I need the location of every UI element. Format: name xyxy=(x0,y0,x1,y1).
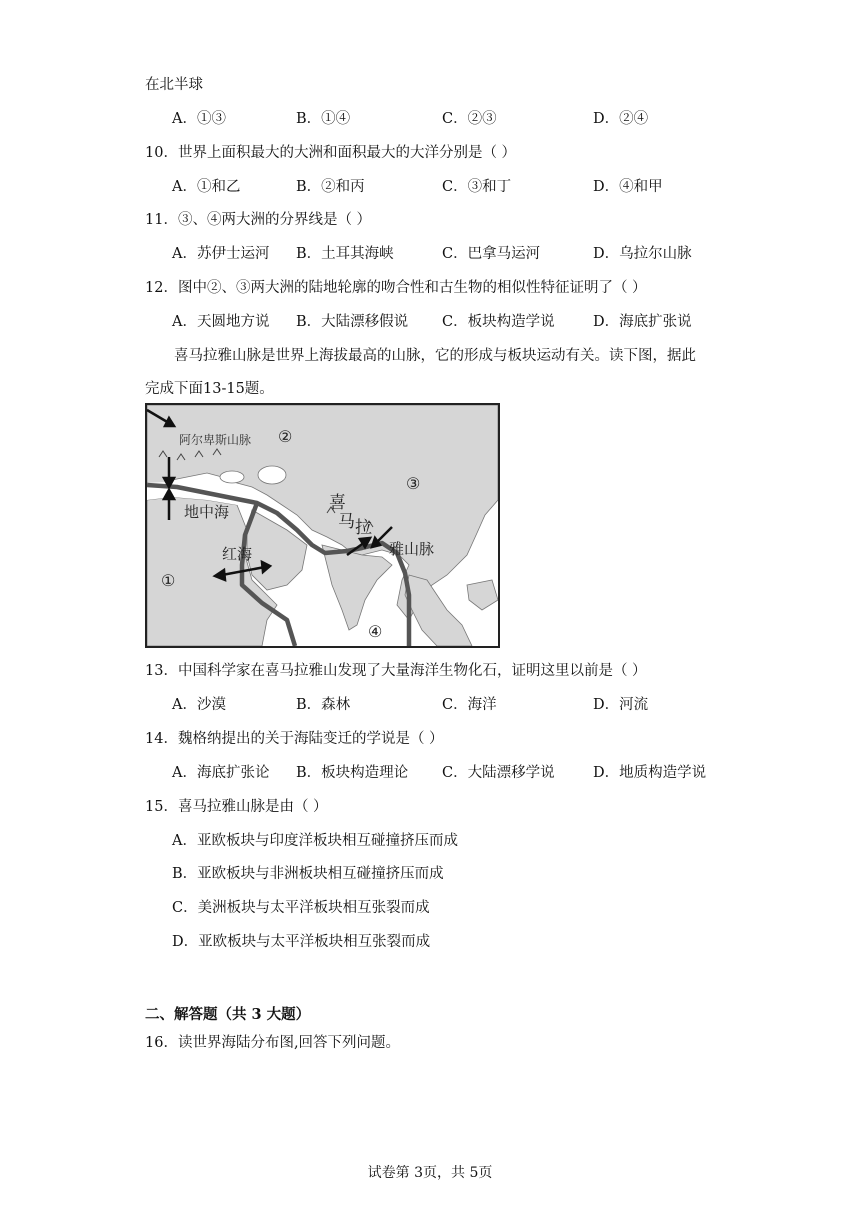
q10-options xyxy=(172,175,732,197)
q9-option-a[interactable]: A．①③ xyxy=(172,111,226,127)
q15-option-b[interactable]: B．亚欧板块与非洲板块相互碰撞挤压而成 xyxy=(172,866,444,882)
label-la: 拉 xyxy=(355,518,372,538)
q14-options xyxy=(172,761,732,783)
q12-stem: 12．图中②、③两大洲的陆地轮廓的吻合性和古生物的相似性特征证明了（ ） xyxy=(145,280,647,296)
q12-option-c[interactable]: C．板块构造学说 xyxy=(442,314,555,330)
label-yashanmai: 雅山脉 xyxy=(389,540,435,558)
india-land xyxy=(322,545,392,630)
q10-option-c[interactable]: C．③和丁 xyxy=(442,179,512,195)
himalaya-plate-map xyxy=(145,403,500,648)
label-num-3: ③ xyxy=(406,474,421,493)
q13-option-c[interactable]: C．海洋 xyxy=(442,697,497,713)
q11-option-b[interactable]: B．土耳其海峡 xyxy=(296,246,394,262)
page-footer: 试卷第 3页，共 5页 xyxy=(367,1165,493,1181)
q12-option-a[interactable]: A．天圆地方说 xyxy=(172,314,270,330)
southeast-asia-land xyxy=(405,575,472,646)
label-mediterranean: 地中海 xyxy=(184,503,230,521)
q9-option-b[interactable]: B．①④ xyxy=(296,111,351,127)
q14-option-b[interactable]: B．板块构造理论 xyxy=(296,765,409,781)
arabia-land xyxy=(247,510,307,590)
q10-option-a[interactable]: A．①和乙 xyxy=(172,179,241,195)
q12-options xyxy=(172,310,732,332)
q11-stem: 11．③、④两大洲的分界线是（ ） xyxy=(145,212,372,228)
q13-stem: 13．中国科学家在喜马拉雅山发现了大量海洋生物化石，证明这里以前是（ ） xyxy=(145,663,647,679)
q9-options xyxy=(172,107,732,129)
q14-option-c[interactable]: C．大陆漂移学说 xyxy=(442,765,555,781)
passage-line-1: 喜马拉雅山脉是世界上海拔最高的山脉，它的形成与板块运动有关。读下图，据此 xyxy=(174,348,696,364)
label-num-2: ② xyxy=(278,427,293,446)
q13-option-d[interactable]: D．河流 xyxy=(593,697,649,713)
q12-option-b[interactable]: B．大陆漂移假说 xyxy=(296,314,409,330)
q15-option-d[interactable]: D．亚欧板块与太平洋板块相互张裂而成 xyxy=(172,934,431,950)
q11-options xyxy=(172,242,732,264)
q11-option-c[interactable]: C．巴拿马运河 xyxy=(442,246,541,262)
q15-option-c[interactable]: C．美洲板块与太平洋板块相互张裂而成 xyxy=(172,900,430,916)
caspian-sea xyxy=(258,466,286,484)
q16-stem: 16．读世界海陆分布图,回答下列问题。 xyxy=(145,1035,401,1051)
q11-option-d[interactable]: D．乌拉尔山脉 xyxy=(593,246,692,262)
label-ma: 马 xyxy=(338,512,355,532)
q14-stem: 14．魏格纳提出的关于海陆变迁的学说是（ ） xyxy=(145,731,444,747)
q13-option-b[interactable]: B．森林 xyxy=(296,697,351,713)
label-num-1: ① xyxy=(161,571,176,590)
q14-option-a[interactable]: A．海底扩张论 xyxy=(172,765,270,781)
q15-stem: 15．喜马拉雅山脉是由（ ） xyxy=(145,799,328,815)
label-red-sea: 红海 xyxy=(222,545,253,563)
q10-stem: 10．世界上面积最大的大洲和面积最大的大洋分别是（ ） xyxy=(145,145,517,161)
passage-line-2: 完成下面13-15题。 xyxy=(145,381,274,397)
q13-option-a[interactable]: A．沙漠 xyxy=(172,697,226,713)
black-sea xyxy=(220,471,244,483)
label-alps: 阿尔卑斯山脉 xyxy=(179,433,252,447)
q15-option-a[interactable]: A．亚欧板块与印度洋板块相互碰撞挤压而成 xyxy=(172,833,458,849)
q14-option-d[interactable]: D．地质构造学说 xyxy=(593,765,707,781)
q10-option-d[interactable]: D．④和甲 xyxy=(593,179,663,195)
label-xi: 喜 xyxy=(329,493,346,513)
q12-option-d[interactable]: D．海底扩张说 xyxy=(593,314,692,330)
q9-option-d[interactable]: D．②④ xyxy=(593,111,649,127)
q9-option-c[interactable]: C．②③ xyxy=(442,111,497,127)
label-num-4: ④ xyxy=(368,622,383,641)
q10-option-b[interactable]: B．②和丙 xyxy=(296,179,365,195)
q13-options xyxy=(172,693,732,715)
island-land xyxy=(467,580,498,610)
q11-option-a[interactable]: A．苏伊士运河 xyxy=(172,246,270,262)
section-2-heading: 二、解答题（共 3 大题） xyxy=(145,1006,311,1023)
map-svg xyxy=(147,405,498,646)
intro-tail: 在北半球 xyxy=(145,77,203,93)
